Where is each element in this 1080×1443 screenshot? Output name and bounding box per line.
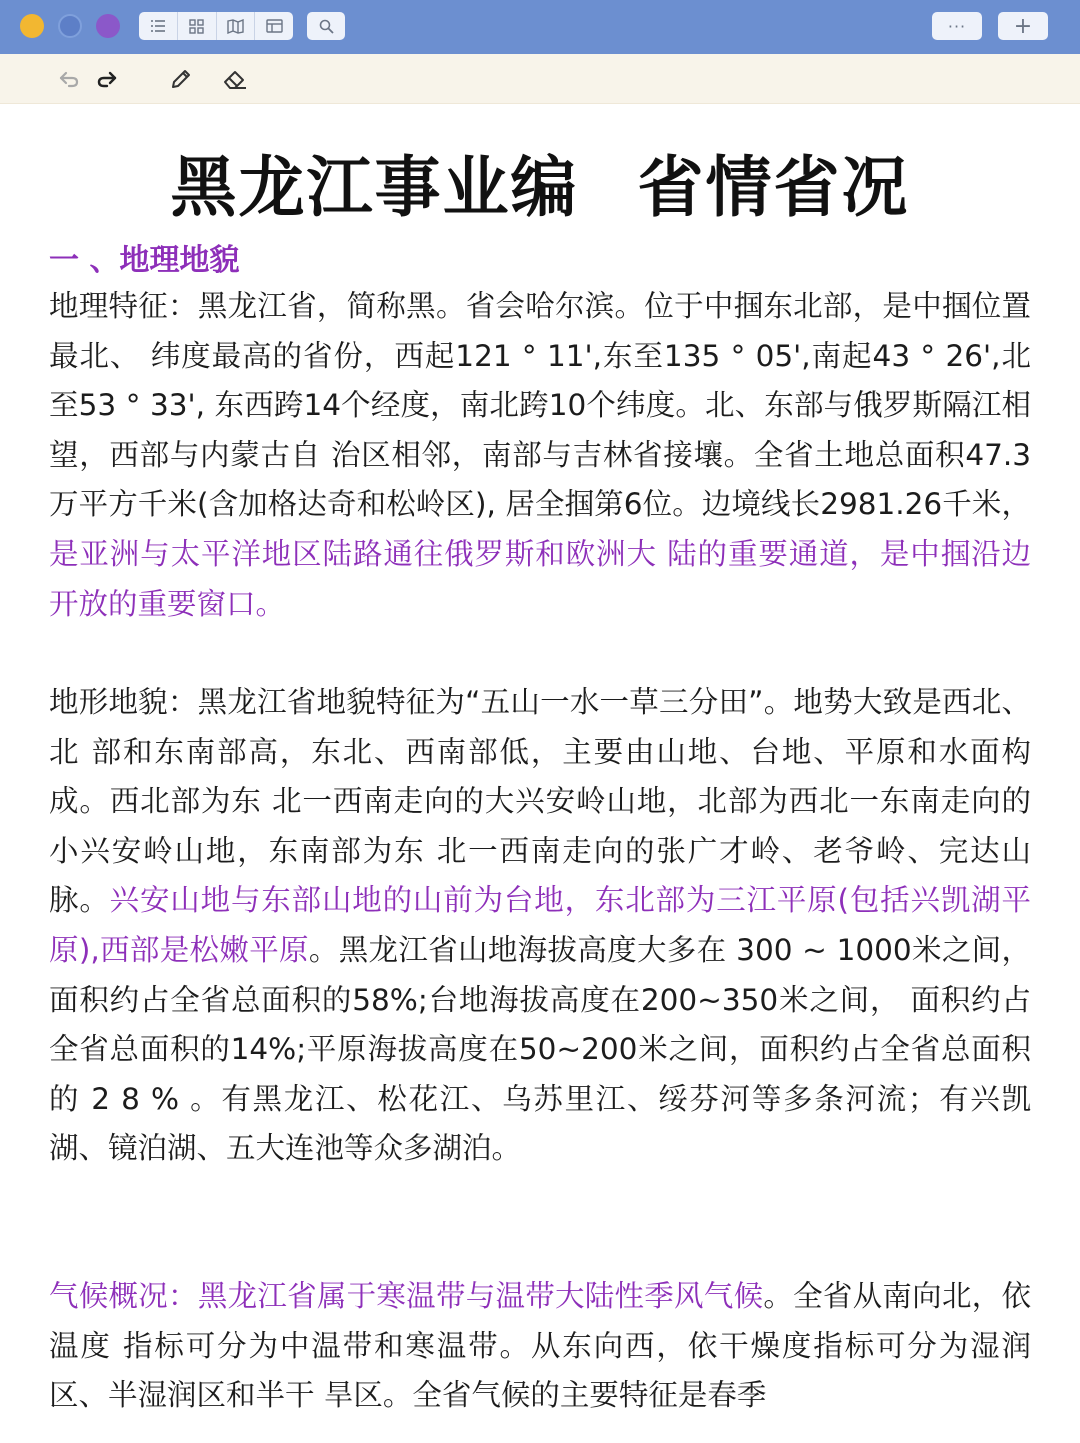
minimize-dot[interactable] [58, 14, 82, 38]
app-topbar [0, 0, 1080, 54]
eraser-icon[interactable] [222, 66, 248, 92]
page-title: 黑龙江事业编 省情省况 [170, 149, 910, 226]
close-dot[interactable] [20, 14, 44, 38]
paragraph-text: 。黑龙江省山地海拔高度大多在 300 ~ 1000米之间，面积约占全省总面积的58%;台地海拔高度在200~350米之间， 面积约占全省总面积的14%;平原海拔高度在50~200米之间，面积约占全省总面积 的 2 8 % 。有黑龙江、松花江、乌苏里江、绥芬河等多条河流；有兴凯湖、镜泊湖、五大连池等众多湖泊。 [49, 932, 1032, 1166]
highlighted-text: 是亚洲与太平洋地区陆路通往俄罗斯和欧洲大 陆的重要通道，是中掴沿边开放的重要窗口。 [49, 536, 1031, 621]
paragraph-text: 地理特征：黑龙江省，简称黑。省会哈尔滨。位于中掴东北部，是中掴位置最北、 纬度最高的省份，西起121 ° 11',东至135 ° 05',南起43 ° 26',北至53 ° 33', 东西跨14个经度，南北跨10个纬度。北、东部与俄罗斯隔江相望，西部与内蒙古自 治区相邻，南部与吉林省接壤。全省土地总面积47.3万平方千米(含加格达奇和松岭区), 居全掴第6位。边境线长2981.26千米， [49, 289, 1031, 522]
paragraph-geography [49, 282, 1031, 629]
paragraph-landform [49, 678, 1031, 1174]
paragraph-text: 。全省从南向北，依温度 指标可分为中温带和寒温带。从东向西，依干燥度指标可分为湿润区、半湿润区和半干 旱区。全省气候的主要特征是春季 [49, 1279, 1031, 1413]
more-button[interactable]: ··· [932, 12, 982, 40]
add-button[interactable]: + [998, 12, 1048, 40]
paragraph-climate [49, 1272, 1031, 1421]
highlighted-text: 兴安山地与东部山地的山前为台地，东北部为三江平原(包括兴凯湖平原),西部是松嫩平原 [49, 883, 1031, 967]
document-page [0, 104, 1080, 1443]
zoom-dot[interactable] [96, 14, 120, 38]
view-button-group [139, 12, 293, 40]
pen-icon[interactable] [168, 66, 194, 92]
map-icon[interactable] [217, 12, 256, 40]
paragraph-text: 地形地貌：黑龙江省地貌特征为“五山一水一草三分田”。地势大致是西北、北 部和东南部高，东北、西南部低，主要由山地、台地、平原和水面构成。西北部为东 北一西南走向的大兴安岭山地，北部为西北一东南走向的小兴安岭山地，东南部为东 北一西南走向的张广才岭、老爷岭、完达山脉。 [49, 685, 1031, 918]
highlighted-text: 气候概况：黑龙江省属于寒温带与温带大陆性季风气候 [49, 1279, 764, 1313]
undo-icon[interactable] [56, 66, 82, 92]
list-icon[interactable] [139, 12, 178, 40]
search-icon[interactable] [307, 12, 345, 40]
grid-icon[interactable] [178, 12, 217, 40]
layout-icon[interactable] [255, 12, 293, 40]
redo-icon[interactable] [94, 66, 120, 92]
annotation-toolbar [0, 54, 1080, 104]
section-heading-geography: 一 、地理地貌 [49, 243, 240, 278]
